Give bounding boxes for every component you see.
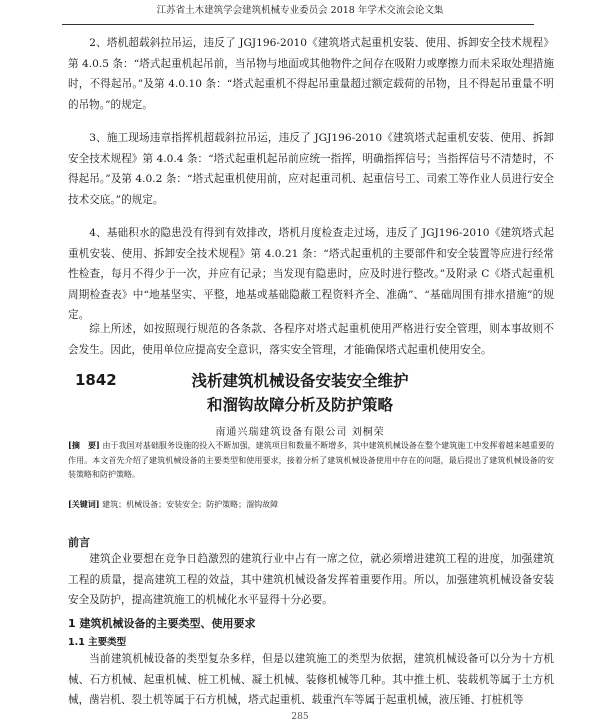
prev-paragraph-conclusion: 综上所述，如按照现行规范的各条款、各程序对塔式起重机使用严格进行安全管理，则本事故则不会发生。因此，使用单位应提高安全意识，落实安全管理，才能确保塔式起重机使用安全。: [68, 323, 554, 356]
section-1-1-paragraph: 当前建筑机械设备的类型复杂多样，但是以建筑施工的类型为依据，建筑机械设备可以分为十方机械、石方机械、起重机械、桩工机械、凝土机械、装修机械等几种。其中推土机、装载机等属于土方机械，凿岩机、裂土机等属于石方机械，塔式起重机、载重汽车等属于起重机械，液压锤、打桩机等: [68, 653, 554, 706]
article-title-line-1: 浅析建筑机械设备安装安全维护: [191, 372, 409, 390]
author-line: 南通兴瑞建筑设备有限公司 刘桐荣: [215, 427, 385, 438]
prev-paragraph-3: 3、施工现场违章指挥机超载斜拉吊运，违反了 JGJ196-2010《建筑塔式起重机安装、使用、拆卸安全技术规程》第 4.0.4 条：“塔式起重机起吊前应统一指挥，明确指挥信号；当指挥信号不清楚时，不得起吊。”及第 4.0.2 条：“塔式起重机使用前，应对起重司机、起重信号工、司索工等作业人员进行安全技术交底。”的规定。: [68, 132, 554, 206]
keywords: [68, 497, 554, 512]
header-rule: [62, 24, 534, 25]
preface-heading: 前言: [68, 536, 90, 549]
keywords-text: 建筑；机械设备；安装安全；防护策略；溜钩故障: [102, 500, 279, 509]
preface-paragraph: 建筑企业要想在竞争日趋激烈的建筑行业中占有一席之位，就必须增进建筑工程的进度，加强建筑工程的质量，提高建筑工程的效益，其中建筑机械设备发挥着重要作用。所以，加强建筑机械设备安装安全及防护，提高建筑施工的机械化水平显得十分必要。: [68, 553, 554, 606]
abstract-label: [摘 要]: [68, 440, 100, 450]
section-1-heading: 1 建筑机械设备的主要类型、使用要求: [68, 617, 256, 630]
abstract-text: 由于我国对基础服务设施的投入不断加强，建筑项目和数量不断增多，其中建筑机械设备在整个建筑施工中发挥着越来越重要的作用。本文首先介绍了建筑机械设备的主要类型和使用要求，接着分析了建筑机械设备使用中存在的问题，最后提出了建筑机械设备的安装策略和防护策略。: [68, 441, 554, 479]
page-number: 285: [291, 712, 309, 722]
article-number: 1842: [75, 371, 117, 389]
section-1-1-heading: 1.1 主要类型: [68, 637, 127, 648]
article-title-line-2: 和溜钩故障分析及防护策略: [206, 396, 393, 414]
keywords-label: [关键词]: [68, 499, 100, 509]
prev-paragraph-4: 4、基础积水的隐患没有得到有效排改，塔机月度检查走过场，违反了 JGJ196-2010《建筑塔式起重机安装、使用、拆卸安全技术规程》第 4.0.21 条：“塔式起重机的主要部件和安全装置等应进行经常性检查，每月不得少于一次，并应有记录；当发现有隐患时，应及时进行整改。”及附录 C《塔式起重机周期检查表》中“地基坚实、平整，地基或基础隐蔽工程资料齐全、准确”、“基础周围有排水措施”的规定。: [68, 227, 554, 321]
article-title: [150, 369, 450, 417]
abstract: [68, 438, 554, 483]
running-header: 江苏省土木建筑学会建筑机械专业委员会 2018 年学术交流会论文集: [156, 5, 444, 16]
prev-paragraph-2: 2、塔机超载斜拉吊运，违反了 JGJ196-2010《建筑塔式起重机安装、使用、拆卸安全技术规程》第 4.0.5 条：“塔式起重机起吊前，当吊物与地面或其他物件之间存在吸附力或摩擦力而未采取处理措施时，不得起吊。”及第 4.0.10 条：“塔式起重机不得起吊重量超过额定载荷的吊物，且不得起吊重量不明的吊物。”的规定。: [68, 37, 554, 111]
